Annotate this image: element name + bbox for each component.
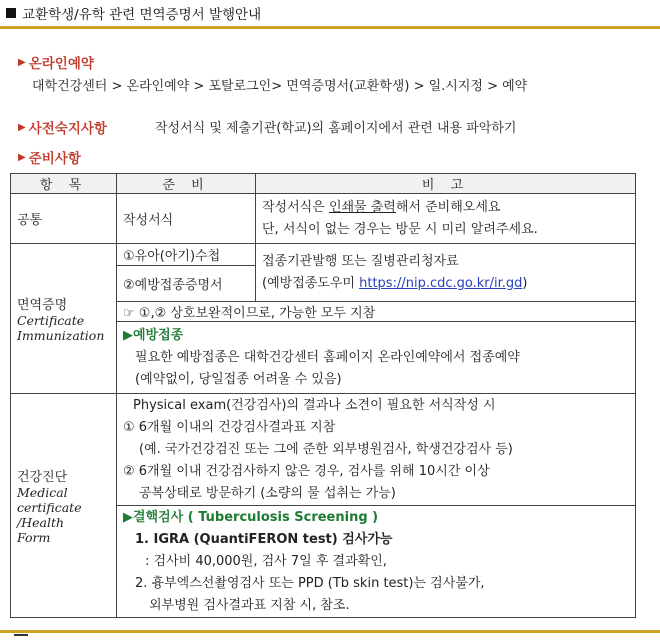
triangle-right-icon: ▶ xyxy=(18,56,26,68)
triangle-right-icon: ▶ xyxy=(18,121,26,133)
page-title: 교환학생/유학 관련 면역증명서 발행안내 xyxy=(22,7,262,23)
vaccination-cell: ▶예방접종 필요한 예방접종은 대학건강센터 홈페이지 온라인예약에서 접종예약 (예약없이, 당일접종 어려울 수 있음) xyxy=(117,322,636,394)
requirements-table xyxy=(10,173,636,618)
header-item: 항 목 xyxy=(11,174,117,194)
page-header xyxy=(0,0,660,26)
online-booking-path: 대학건강센터 > 온라인예약 > 포탈로그인> 면역증명서(교환학생) > 일.시지정 > 예약 xyxy=(32,79,528,94)
health-exam-cell: Physical exam(건강검사)의 결과나 소견이 필요한 서식작성 시 ① 6개월 이내의 건강검사결과표 지참 (예. 국가건강검진 또는 그에 준한 외부병원검사, 학생건강검사 등) ② 6개월 이내 건강검사하지 않은 경우, 검사를 위해 10시간 이상 공복상태로 방문하기 (소량의 물 섭취는 가능) xyxy=(117,394,636,506)
immunization-note: 접종기관발행 또는 질병관리청자료 (예방접종도우미 https://nip.cdc.go.kr/ir.gd) xyxy=(256,244,636,302)
common-prep: 작성서식 xyxy=(117,194,256,244)
common-label: 공통 xyxy=(11,194,117,244)
square-bullet-icon xyxy=(6,8,16,18)
triangle-right-icon: ▶ xyxy=(123,327,133,343)
header-divider xyxy=(0,26,660,29)
table-row-immunization xyxy=(11,244,636,266)
tb-screening-cell: ▶결핵검사 ( Tuberculosis Screening ) 1. IGRA (QuantiFERON test) 검사가능 : 검사비 40,000원, 검사 7일 후 결과확인, 2. 흉부엑스선촬영검사 또는 PPD (Tb skin test)는 검사불가, 외부병원 검사결과표 지참 시, 참조. xyxy=(117,506,636,618)
immunization-tip: ☞ ①,② 상호보완적이므로, 가능한 모두 지참 xyxy=(117,302,636,322)
table-row-health xyxy=(11,394,636,506)
health-label: 건강진단 Medical certificate /Health Form xyxy=(11,394,117,618)
triangle-right-icon: ▶ xyxy=(18,151,26,163)
immunization-label: 면역증명 Certificate Immunization xyxy=(11,244,117,394)
triangle-right-icon: ▶ xyxy=(123,509,133,525)
common-note: 작성서식은 인쇄물 출력해서 준비해오세요 단, 서식이 없는 경우는 방문 시 미리 알려주세요. xyxy=(256,194,636,244)
header-note: 비 고 xyxy=(256,174,636,194)
header-prep: 준 비 xyxy=(117,174,256,194)
table-header-row xyxy=(11,174,636,194)
prep-section-title: ▶ 준비사항 xyxy=(18,151,81,167)
caution-section-title: ▶ 사전숙지사항 xyxy=(18,121,107,137)
caution-text: 작성서식 및 제출기관(학교)의 홈페이지에서 관련 내용 파악하기 xyxy=(155,121,517,136)
online-section-title: ▶ 온라인예약 xyxy=(18,56,94,72)
nip-link[interactable]: https://nip.cdc.go.kr/ir.gd xyxy=(359,275,523,291)
immunization-prep-2: ②예방접종증명서 xyxy=(117,266,256,302)
footer-divider xyxy=(0,630,660,633)
table-row-common xyxy=(11,194,636,244)
footer-dash xyxy=(14,634,28,636)
immunization-prep-1: ①유아(아기)수첩 xyxy=(117,244,256,266)
